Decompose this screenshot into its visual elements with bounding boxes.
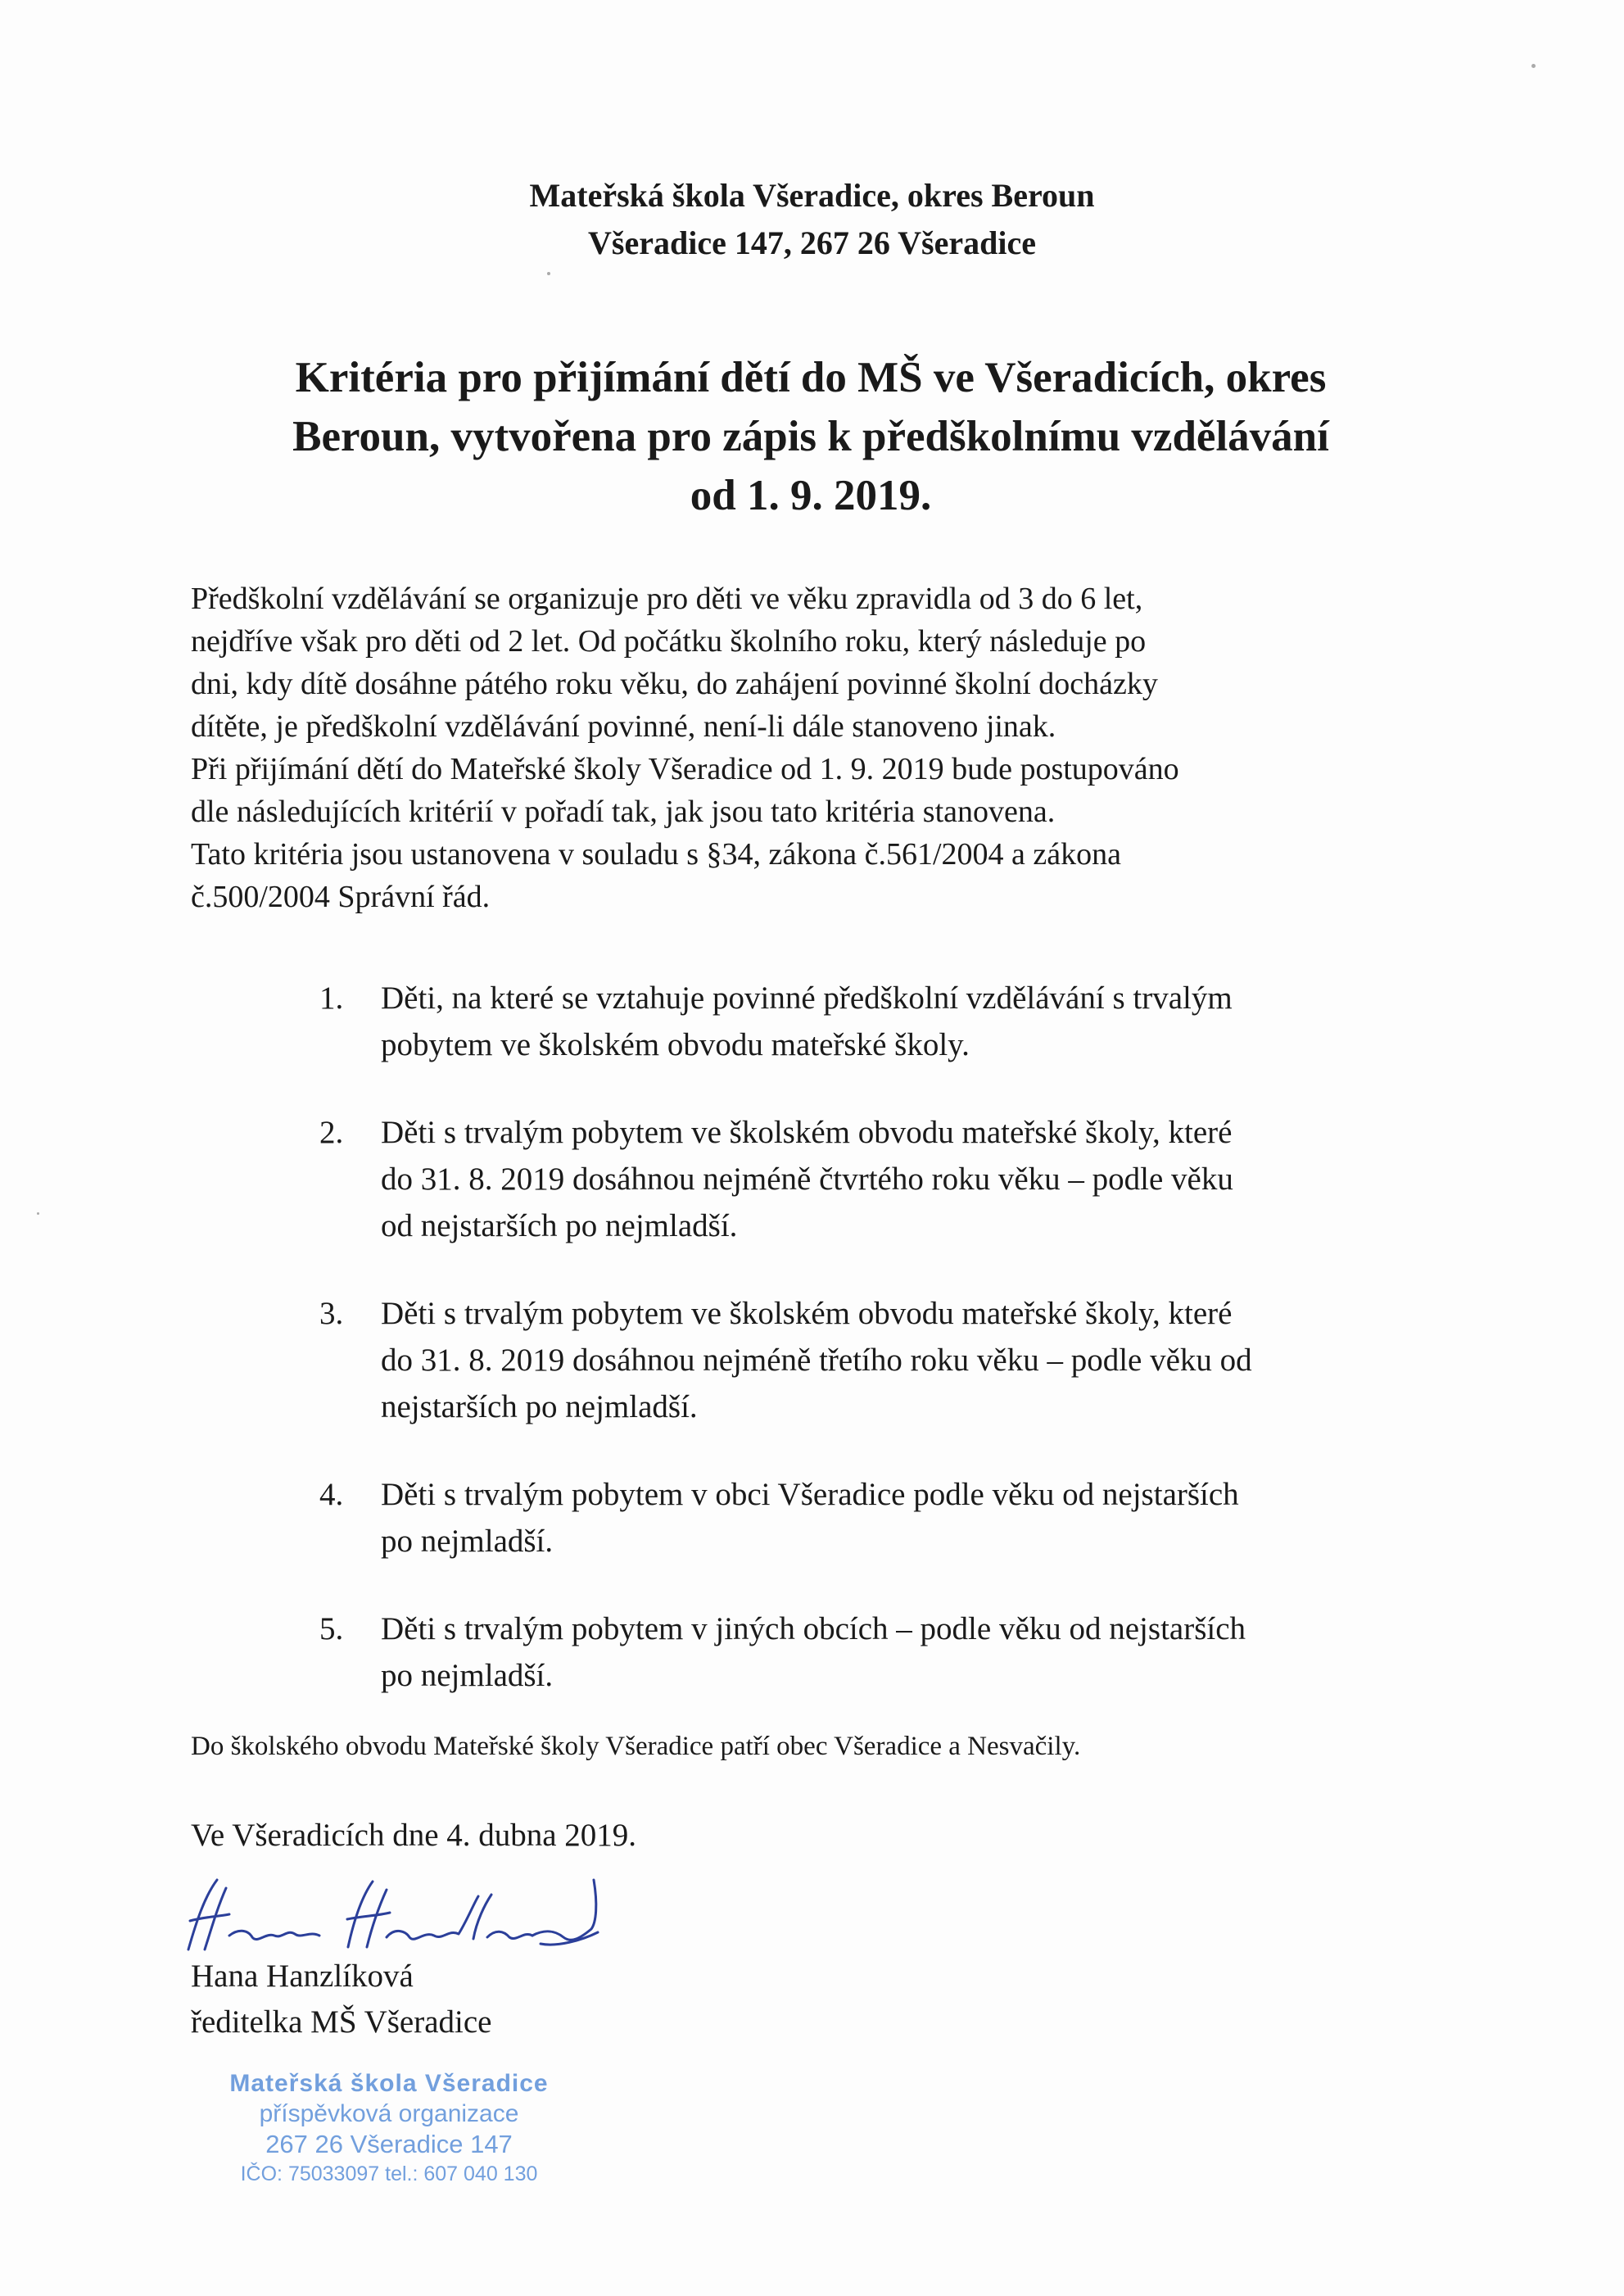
criteria-number: 5. bbox=[319, 1611, 344, 1646]
intro-line: nejdříve však pro děti od 2 let. Od počátku školního roku, který následuje po bbox=[191, 624, 1147, 659]
district-note: Do školského obvodu Mateřské školy Všeradice patří obec Všeradice a Nesvačily. bbox=[191, 1732, 1081, 1761]
criteria-text: Děti s trvalým pobytem v jiných obcích – podle věku od nejstarších bbox=[381, 1611, 1246, 1646]
signer-role: ředitelka MŠ Všeradice bbox=[191, 2004, 492, 2040]
scan-speck bbox=[1531, 64, 1536, 68]
intro-line: dni, kdy dítě dosáhne pátého roku věku, do zahájení povinné školní docházky bbox=[191, 667, 1158, 701]
stamp-line: IČO: 75033097 tel.: 607 040 130 bbox=[240, 2162, 538, 2185]
document-title bbox=[197, 348, 1425, 525]
criteria-text: Děti s trvalým pobytem ve školském obvodu mateřské školy, které bbox=[381, 1115, 1233, 1150]
intro-paragraph bbox=[191, 577, 1485, 918]
criteria-list bbox=[319, 975, 1466, 1740]
school-stamp bbox=[197, 2068, 581, 2190]
criteria-text: po nejmladší. bbox=[381, 1658, 554, 1693]
intro-line: dle následujících kritérií v pořadí tak, jak jsou tato kritéria stanovena. bbox=[191, 795, 1056, 829]
intro-line: Tato kritéria jsou ustanovena v souladu s §34, zákona č.561/2004 a zákona bbox=[191, 837, 1121, 872]
criteria-text: po nejmladší. bbox=[381, 1524, 554, 1559]
title-line-1: Kritéria pro přijímání dětí do MŠ ve Všeradicích, okres bbox=[295, 354, 1327, 401]
stamp-line: příspěvková organizace bbox=[259, 2100, 519, 2127]
criteria-item bbox=[319, 1471, 1466, 1565]
signer-name: Hana Hanzlíková bbox=[191, 1959, 414, 1994]
criteria-number: 4. bbox=[319, 1477, 344, 1512]
criteria-number: 3. bbox=[319, 1296, 344, 1331]
signer-block bbox=[191, 1954, 492, 2045]
school-name: Mateřská škola Všeradice, okres Beroun bbox=[529, 177, 1095, 214]
stamp-line: Mateřská škola Všeradice bbox=[229, 2070, 549, 2097]
criteria-item bbox=[319, 975, 1466, 1068]
school-header bbox=[0, 172, 1624, 267]
criteria-text: do 31. 8. 2019 dosáhnou nejméně čtvrtého roku věku – podle věku bbox=[381, 1162, 1233, 1197]
title-line-2: Beroun, vytvořena pro zápis k předškolnímu vzdělávání bbox=[292, 413, 1329, 460]
stamp-line: 267 26 Všeradice 147 bbox=[265, 2130, 513, 2158]
criteria-number: 2. bbox=[319, 1115, 344, 1150]
criteria-item bbox=[319, 1290, 1466, 1430]
criteria-number: 1. bbox=[319, 980, 344, 1016]
criteria-text: Děti s trvalým pobytem ve školském obvodu mateřské školy, které bbox=[381, 1296, 1233, 1331]
criteria-text: do 31. 8. 2019 dosáhnou nejméně třetího roku věku – podle věku od bbox=[381, 1343, 1252, 1378]
intro-line: Při přijímání dětí do Mateřské školy Všeradice od 1. 9. 2019 bude postupováno bbox=[191, 752, 1179, 786]
criteria-text: od nejstarších po nejmladší. bbox=[381, 1208, 738, 1243]
school-address: Všeradice 147, 267 26 Všeradice bbox=[588, 224, 1036, 261]
date-line: Ve Všeradicích dne 4. dubna 2019. bbox=[191, 1818, 637, 1853]
criteria-text: nejstarších po nejmladší. bbox=[381, 1389, 698, 1424]
criteria-text: Děti, na které se vztahuje povinné předškolní vzdělávání s trvalým bbox=[381, 980, 1233, 1016]
scan-speck bbox=[547, 272, 550, 275]
criteria-text: pobytem ve školském obvodu mateřské školy. bbox=[381, 1027, 970, 1062]
intro-line: č.500/2004 Správní řád. bbox=[191, 880, 491, 914]
intro-line: dítěte, je předškolní vzdělávání povinné, není-li dále stanoveno jinak. bbox=[191, 709, 1056, 744]
handwritten-signature bbox=[172, 1872, 631, 1962]
scan-speck bbox=[37, 1212, 39, 1215]
intro-line: Předškolní vzdělávání se organizuje pro děti ve věku zpravidla od 3 do 6 let, bbox=[191, 582, 1143, 616]
criteria-item bbox=[319, 1605, 1466, 1699]
title-line-3: od 1. 9. 2019. bbox=[690, 472, 932, 519]
criteria-text: Děti s trvalým pobytem v obci Všeradice podle věku od nejstarších bbox=[381, 1477, 1239, 1512]
criteria-item bbox=[319, 1109, 1466, 1249]
